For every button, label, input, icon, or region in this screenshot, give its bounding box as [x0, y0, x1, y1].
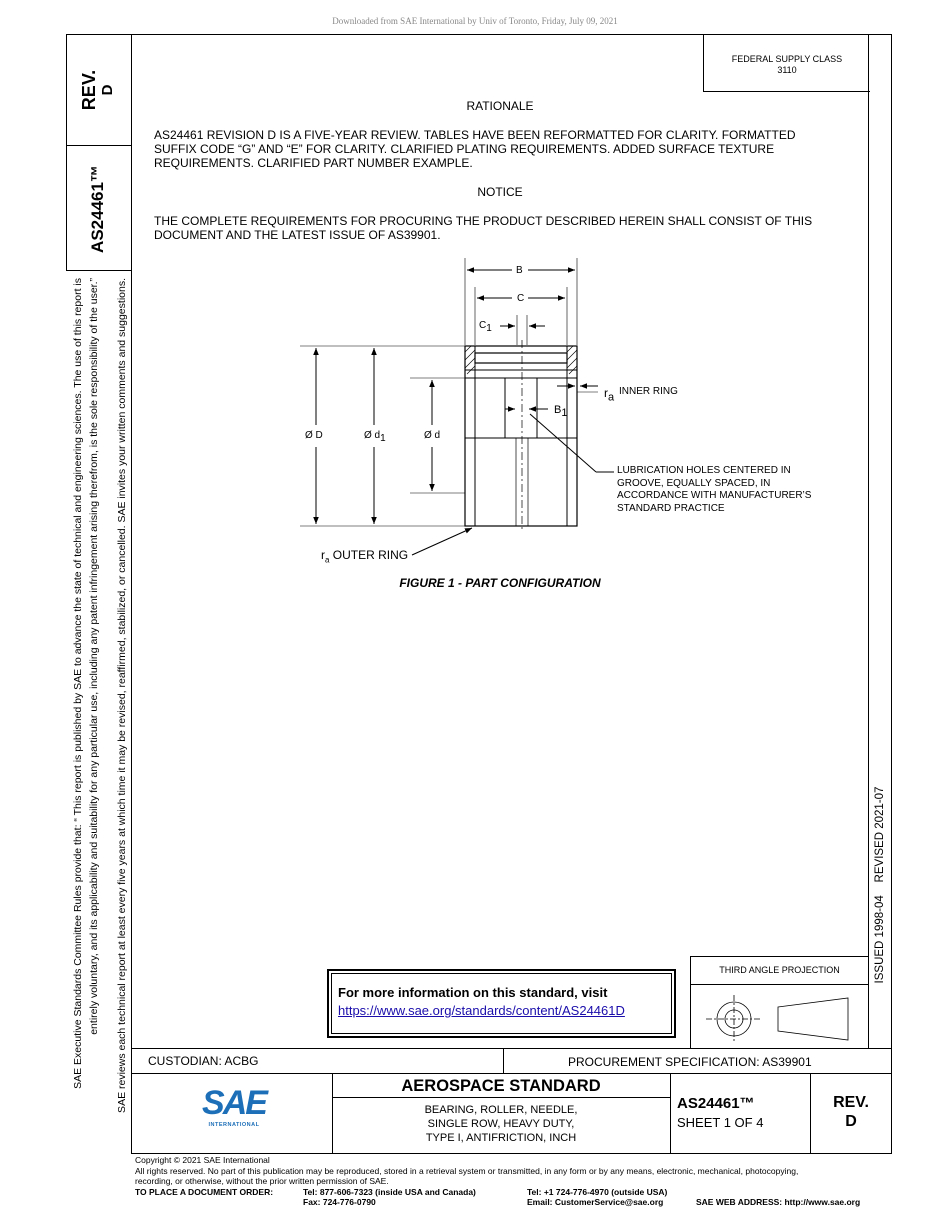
standard-title: AEROSPACE STANDARD [401, 1077, 601, 1095]
projection-symbol-icon [690, 985, 869, 1047]
dim-B-label: B [516, 265, 523, 276]
titleblock-docnum-divider [670, 1073, 671, 1154]
inner-ring-ra [604, 386, 614, 403]
footer-rights-2: recording, or otherwise, without the prior written permission of SAE. [135, 1176, 389, 1186]
sae-logo [198, 1086, 270, 1128]
dia-d1-sub: 1 [380, 433, 386, 444]
side-note-line2: entirely voluntary, and its applicability and suitability for any particular use, including any patent infringement arising therefrom, is the sole responsibility of the user.” [88, 278, 100, 1035]
standard-link[interactable]: https://www.sae.org/standards/content/AS24461D [338, 1003, 625, 1018]
custodian: CUSTODIAN: ACBG [148, 1054, 259, 1068]
outer-ring-callout [321, 548, 408, 564]
notice-line: DOCUMENT AND THE LATEST ISSUE OF AS39901. [154, 228, 441, 242]
dim-C-label: C [517, 293, 525, 304]
outer-ring-label: OUTER RING [332, 548, 409, 562]
dim-C1-sub: 1 [486, 323, 492, 334]
footer-tel-intl: Tel: +1 724-776-4970 (outside USA) [527, 1187, 668, 1197]
dim-B1-main: B [554, 404, 562, 416]
notice-line: THE COMPLETE REQUIREMENTS FOR PROCURING THE PRODUCT DESCRIBED HEREIN SHALL CONSIST OF THIS [154, 214, 813, 228]
dia-D-label: Ø D [305, 430, 323, 441]
notice-title: NOTICE [477, 185, 523, 199]
titleblock-top-line [131, 1048, 892, 1049]
dim-C1-label [479, 320, 492, 334]
figure-caption: FIGURE 1 - PART CONFIGURATION [399, 576, 601, 590]
side-note-line1: SAE Executive Standards Committee Rules provide that: “ This report is published by SAE to advance the state of technical and engineering sciences. The use of this report is [72, 278, 84, 1089]
left-doc-number: AS24461™ [88, 165, 107, 253]
issued-revised: ISSUED 1998-04 REVISED 2021-07 [874, 786, 886, 984]
federal-supply-value: 3110 [777, 65, 797, 75]
title-rev-value: D [845, 1113, 857, 1130]
footer-web[interactable]: SAE WEB ADDRESS: http://www.sae.org [696, 1197, 861, 1207]
info-text: For more information on this standard, visit [338, 985, 608, 1000]
dia-d-label: Ø d [424, 430, 441, 441]
download-note: Downloaded from SAE International by Univ of Toronto, Friday, July 09, 2021 [332, 16, 618, 26]
lubrication-callout [617, 465, 847, 515]
left-rev-value: D [99, 84, 116, 96]
dim-C1-main: C [479, 320, 487, 331]
rationale-line: REQUIREMENTS. CLARIFIED PART NUMBER EXAMPLE. [154, 156, 473, 170]
description-line: TYPE I, ANTIFRICTION, INCH [425, 1132, 577, 1144]
projection-label: THIRD ANGLE PROJECTION [719, 965, 840, 975]
title-doc-number: AS24461™ [677, 1095, 755, 1112]
footer-tel-us: Tel: 877-606-7323 (inside USA and Canada) [303, 1187, 476, 1197]
outer-ring-sub: a [325, 555, 330, 565]
footer-fax: Fax: 724-776-0790 [303, 1197, 376, 1207]
dim-B1-sub: 1 [561, 407, 568, 420]
lubrication-line: ACCORDANCE WITH MANUFACTURER’S [617, 490, 812, 501]
lubrication-line: LUBRICATION HOLES CENTERED IN [617, 465, 791, 476]
footer-order-label: TO PLACE A DOCUMENT ORDER: [135, 1187, 274, 1197]
rationale-line: SUFFIX CODE “G” AND “E” FOR CLARITY. CLARIFIED PLATING REQUIREMENTS. ADDED SURFACE TEXTURE [154, 142, 775, 156]
dia-d1-label [364, 430, 386, 444]
lubrication-line: GROOVE, EQUALLY SPACED, IN [617, 477, 771, 489]
left-rev-label: REV. [79, 69, 99, 111]
sae-logo-mark: SAE [202, 1084, 266, 1122]
lubrication-line: STANDARD PRACTICE [617, 502, 725, 514]
dim-B1-label [554, 404, 567, 419]
standard-description [332, 1103, 670, 1145]
sae-logo-sub: INTERNATIONAL [208, 1122, 260, 1128]
titleblock-custodian-divider [503, 1048, 504, 1074]
inner-ring-ra-r: r [604, 386, 608, 400]
rationale-line: AS24461 REVISION D IS A FIVE-YEAR REVIEW. TABLES HAVE BEEN REFORMATTED FOR CLARITY. FORMATTED [154, 128, 796, 142]
outer-ring-r: r [321, 548, 325, 562]
title-rev-label: REV. [833, 1094, 869, 1111]
footer-rights-1: All rights reserved. No part of this publication may be reproduced, stored in a retrieval system or transmitted, in any form or by any means, electronic, mechanical, photocopying, [135, 1165, 799, 1176]
titleblock-title-underline [332, 1097, 670, 1098]
description-line: BEARING, ROLLER, NEEDLE, [424, 1104, 578, 1116]
inner-ring-ra-sub: a [608, 391, 615, 404]
federal-supply-label: FEDERAL SUPPLY CLASS [731, 54, 843, 64]
dia-d1-main: Ø d [364, 430, 381, 441]
footer [135, 1155, 895, 1187]
description-line: SINGLE ROW, HEAVY DUTY, [427, 1118, 575, 1130]
inner-ring-label: INNER RING [619, 386, 678, 397]
procurement-spec: PROCUREMENT SPECIFICATION: AS39901 [568, 1055, 812, 1069]
rationale-title: RATIONALE [466, 99, 534, 113]
footer-copyright: Copyright © 2021 SAE International [135, 1155, 270, 1165]
sheet-number: SHEET 1 OF 4 [677, 1115, 764, 1130]
footer-email[interactable]: Email: CustomerService@sae.org [527, 1197, 664, 1207]
side-note-line3: SAE reviews each technical report at least every five years at which time it may be revised, reaffirmed, stabilized, or cancelled. SAE invites your written comments and suggestions. [116, 278, 128, 1113]
